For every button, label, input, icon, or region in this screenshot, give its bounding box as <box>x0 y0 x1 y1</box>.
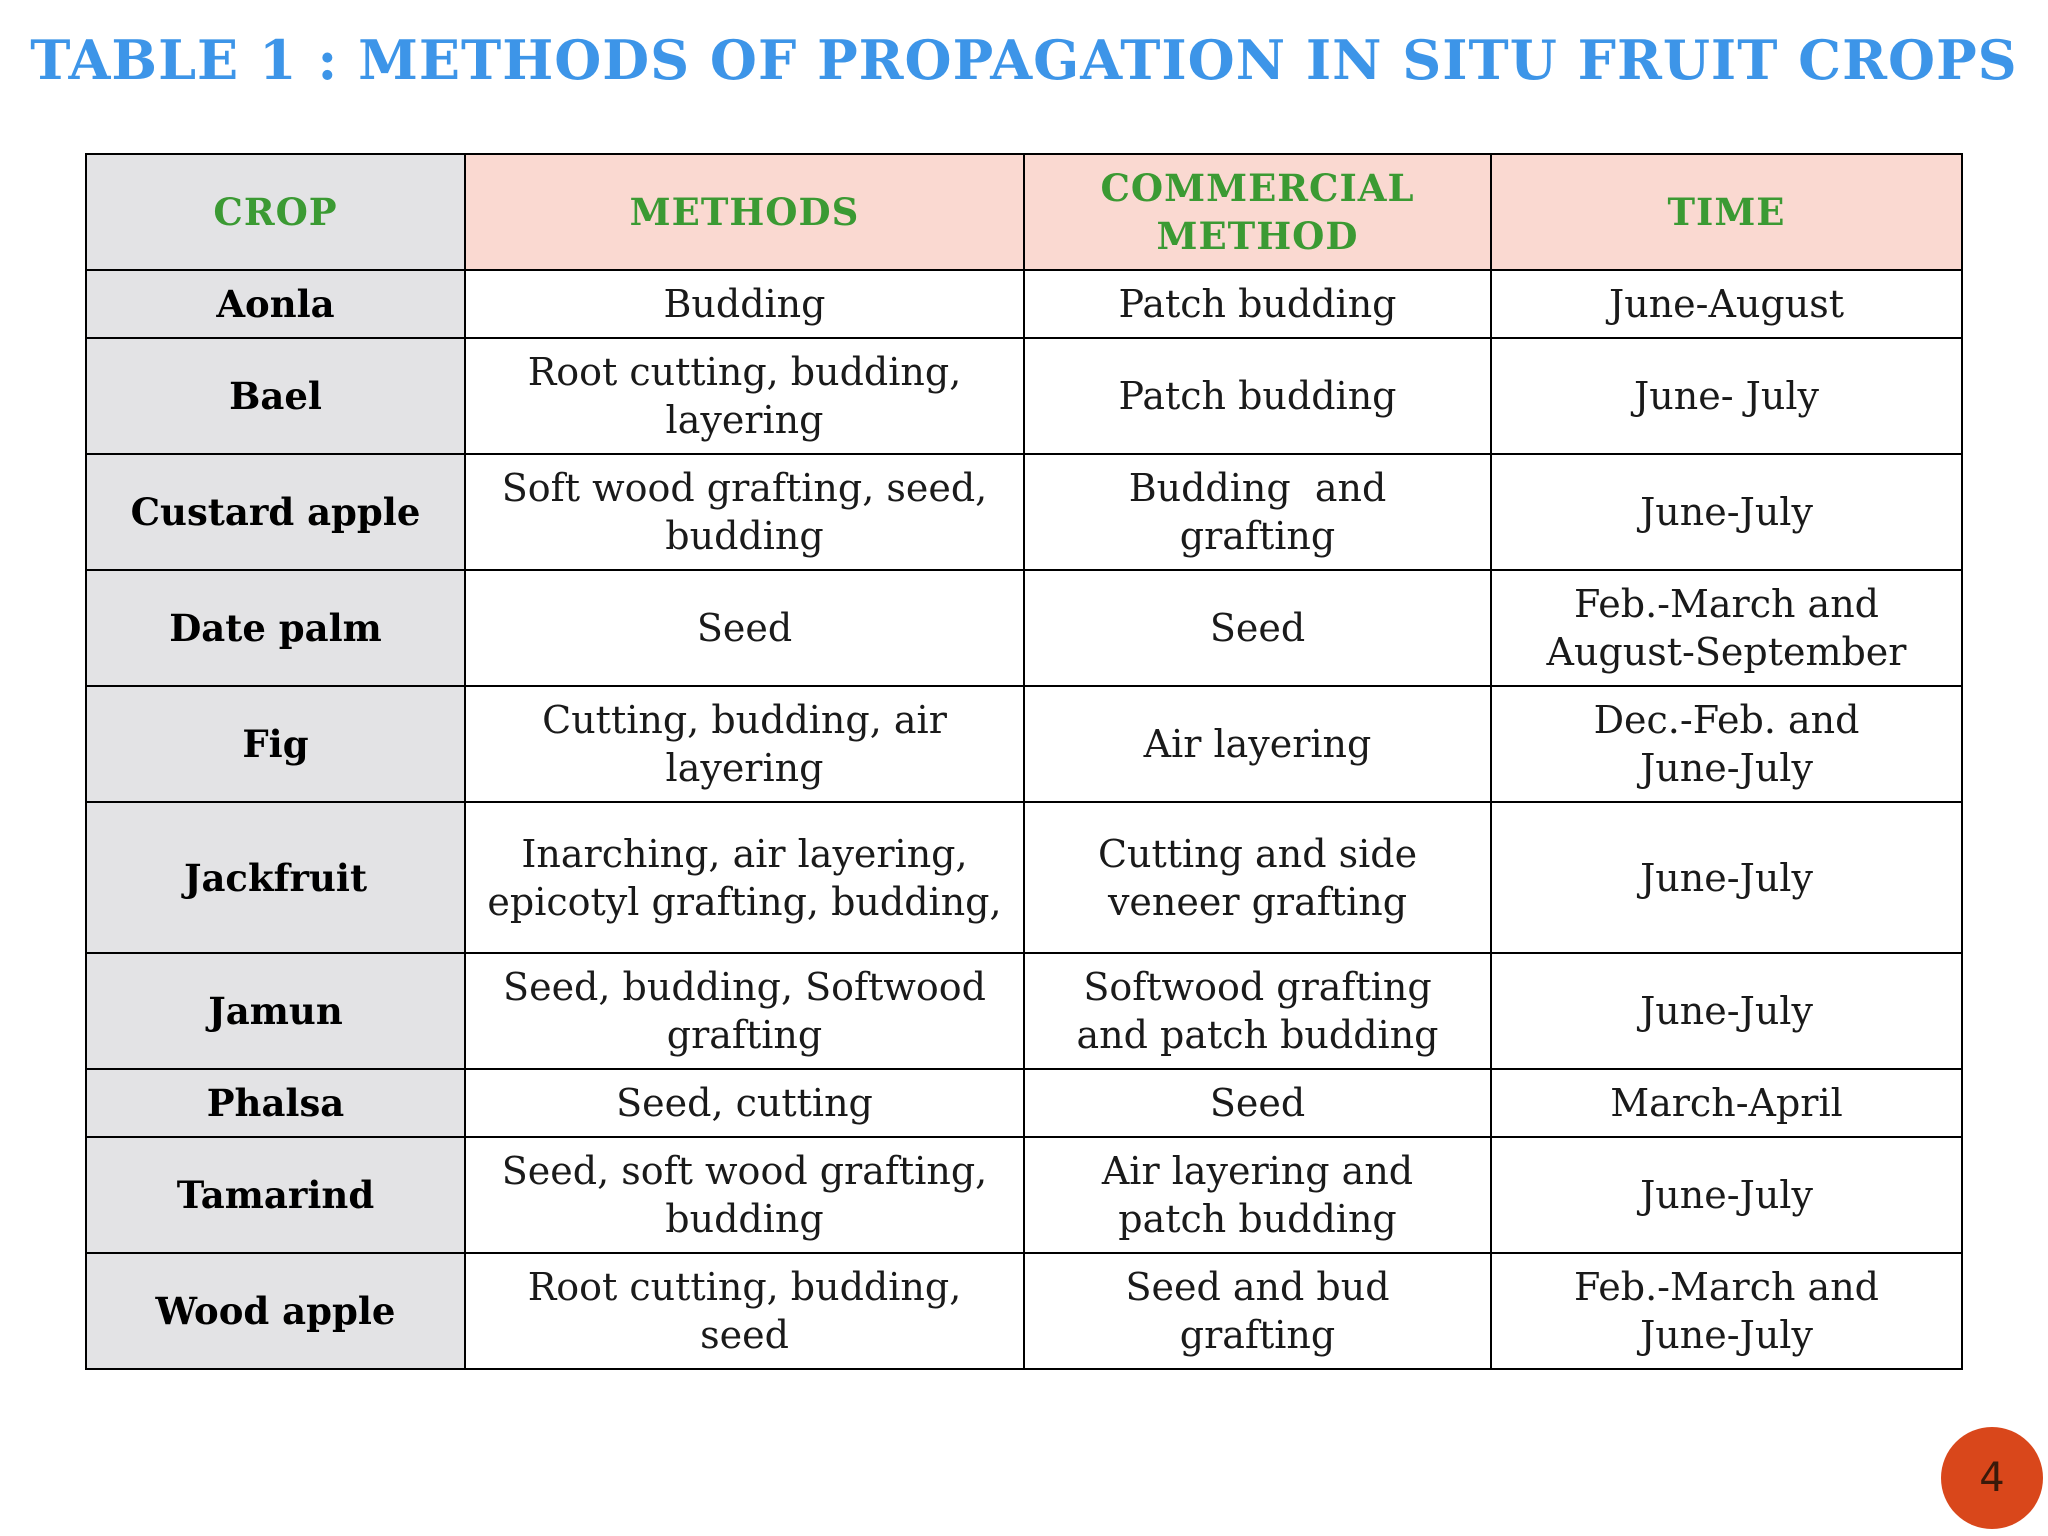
header-commercial-line2: METHOD <box>1156 214 1359 258</box>
cell-line: June-August <box>1609 282 1844 326</box>
methods-cell <box>465 454 1024 570</box>
table-row <box>86 1137 1962 1253</box>
time-cell <box>1491 1253 1962 1369</box>
crop-cell: Phalsa <box>86 1069 465 1137</box>
cell-line: Softwood grafting <box>1083 965 1432 1009</box>
page-number-badge <box>1941 1427 2043 1529</box>
propagation-table <box>85 153 1963 1370</box>
table-row <box>86 270 1962 338</box>
table-row <box>86 1253 1962 1369</box>
cell-line: Seed, cutting <box>616 1081 873 1125</box>
cell-line: Cutting, budding, air <box>542 698 947 742</box>
cell-line: June-July <box>1640 490 1813 534</box>
cell-line: June-July <box>1640 746 1813 790</box>
time-cell <box>1491 953 1962 1069</box>
cell-line: Seed <box>1209 606 1306 650</box>
time-cell <box>1491 338 1962 454</box>
cell-line: Inarching, air layering, <box>521 831 968 876</box>
cell-line: budding <box>665 1197 824 1241</box>
methods-cell <box>465 686 1024 802</box>
commercial-method-cell <box>1024 953 1491 1069</box>
methods-cell <box>465 1069 1024 1137</box>
commercial-method-cell <box>1024 454 1491 570</box>
crop-cell: Wood apple <box>86 1253 465 1369</box>
cell-line: June-July <box>1640 1173 1813 1217</box>
methods-cell <box>465 270 1024 338</box>
methods-cell <box>465 802 1024 953</box>
time-cell <box>1491 1137 1962 1253</box>
commercial-method-cell <box>1024 1069 1491 1137</box>
cell-line: layering <box>665 746 824 790</box>
cell-line: Cutting and side <box>1097 831 1418 876</box>
cell-line: Root cutting, budding, <box>527 350 962 394</box>
cell-line: Seed, budding, Softwood <box>503 965 986 1009</box>
cell-line: grafting <box>1179 514 1336 558</box>
cell-line: Feb.-March and <box>1573 1265 1880 1309</box>
header-commercial-line1: COMMERCIAL <box>1100 166 1415 210</box>
page-number: 4 <box>1979 1455 2005 1501</box>
cell-line: epicotyl grafting, budding, <box>487 879 1002 924</box>
cell-line: June-July <box>1640 989 1813 1033</box>
cell-line: Seed, soft wood grafting, <box>501 1149 988 1193</box>
crop-cell: Aonla <box>86 270 465 338</box>
header-time: TIME <box>1491 154 1962 270</box>
cell-line: August-September <box>1546 630 1907 674</box>
table-header-row <box>86 154 1962 270</box>
methods-cell <box>465 570 1024 686</box>
commercial-method-cell <box>1024 1253 1491 1369</box>
methods-cell <box>465 1137 1024 1253</box>
table-row <box>86 570 1962 686</box>
cell-line: Patch budding <box>1118 282 1397 326</box>
commercial-method-cell <box>1024 270 1491 338</box>
crop-cell: Bael <box>86 338 465 454</box>
commercial-method-cell <box>1024 802 1491 953</box>
crop-cell: Fig <box>86 686 465 802</box>
cell-line: Seed <box>1209 1081 1306 1125</box>
cell-line: June-July <box>1640 1313 1813 1357</box>
table-row <box>86 953 1962 1069</box>
cell-line: June- July <box>1634 374 1819 418</box>
methods-cell <box>465 338 1024 454</box>
cell-line: grafting <box>1179 1313 1336 1357</box>
cell-line: Seed <box>696 606 793 650</box>
header-methods: METHODS <box>465 154 1024 270</box>
commercial-method-cell <box>1024 1137 1491 1253</box>
cell-line: and patch budding <box>1076 1013 1439 1057</box>
cell-line: Patch budding <box>1118 374 1397 418</box>
table-row <box>86 454 1962 570</box>
header-crop: CROP <box>86 154 465 270</box>
cell-line: patch budding <box>1118 1197 1397 1241</box>
methods-cell <box>465 1253 1024 1369</box>
cell-line: Root cutting, budding, <box>527 1265 962 1309</box>
crop-cell: Jackfruit <box>86 802 465 953</box>
crop-cell: Tamarind <box>86 1137 465 1253</box>
crop-cell: Jamun <box>86 953 465 1069</box>
time-cell <box>1491 686 1962 802</box>
cell-line: Feb.-March and <box>1573 582 1880 626</box>
table-row <box>86 802 1962 953</box>
cell-line: Air layering <box>1143 722 1372 766</box>
cell-line: seed <box>700 1313 789 1357</box>
commercial-method-cell <box>1024 338 1491 454</box>
cell-line: veneer grafting <box>1107 879 1408 924</box>
cell-line: Air layering and <box>1101 1149 1414 1193</box>
cell-line: June-July <box>1640 855 1813 900</box>
table-row <box>86 1069 1962 1137</box>
cell-line: March-April <box>1610 1081 1843 1125</box>
crop-cell: Date palm <box>86 570 465 686</box>
time-cell <box>1491 454 1962 570</box>
commercial-method-cell <box>1024 570 1491 686</box>
cell-line: layering <box>665 398 824 442</box>
time-cell <box>1491 1069 1962 1137</box>
cell-line: Budding <box>663 282 826 326</box>
cell-line: grafting <box>666 1013 823 1057</box>
time-cell <box>1491 270 1962 338</box>
cell-line: Soft wood grafting, seed, <box>501 466 988 510</box>
time-cell <box>1491 570 1962 686</box>
cell-line: Budding and <box>1128 466 1387 510</box>
cell-line: budding <box>665 514 824 558</box>
table-row <box>86 338 1962 454</box>
time-cell <box>1491 802 1962 953</box>
header-commercial-method <box>1024 154 1491 270</box>
table-row <box>86 686 1962 802</box>
cell-line: Dec.-Feb. and <box>1593 698 1860 742</box>
slide-title: TABLE 1 : METHODS OF PROPAGATION IN SITU FRUIT CROPS <box>30 28 2018 92</box>
methods-cell <box>465 953 1024 1069</box>
cell-line: Seed and bud <box>1125 1265 1390 1309</box>
crop-cell: Custard apple <box>86 454 465 570</box>
commercial-method-cell <box>1024 686 1491 802</box>
